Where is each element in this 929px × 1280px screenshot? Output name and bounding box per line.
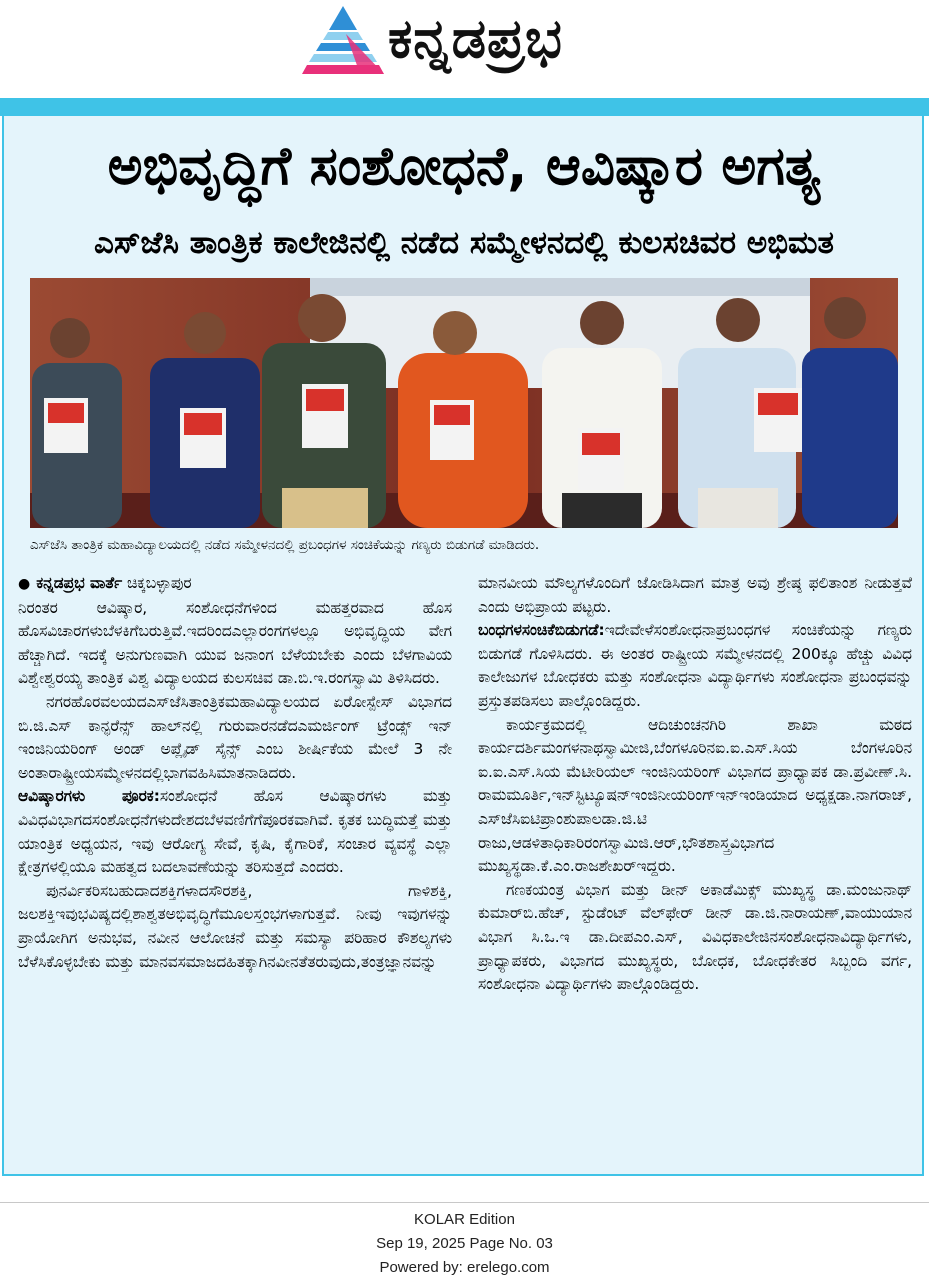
article-column-left [18,572,452,974]
paragraph-text: ಸಂಶೋಧನೆ ಹೊಸ ಆವಿಷ್ಕಾರಗಳು ಮತ್ತು ವಿವಿಧವಿಭಾಗದಸಂಶೋಧನೆಗಳುದೇಶದಬೆಳವಣಿಗೆಗೆಪೂರಕವಾಗಿವೆ. ಕೃತಕ ಬುದ್ಧಿಮತ್ತೆ ಮತ್ತು ಯಾಂತ್ರಿಕ ಅಧ್ಯಯನ, ಇವು ಆರೋಗ್ಯ ಸೇವೆ, ಕೃಷಿ, ಕೈಗಾರಿಕೆ, ಸಂಚಾರ ವ್ಯವಸ್ಥೆ ಎಲ್ಲಾ ಕ್ಷೇತ್ರಗಳಲ್ಲಿಯೂ ಮಹತ್ವದ ಬದಲಾವಣೆಯನ್ನು ತರಿಸುತ್ತದೆ ಎಂದರು. [18,787,452,877]
article-paragraph: ಗಣಕಯಂತ್ರ ವಿಭಾಗ ಮತ್ತು ಡೀನ್ ಅಕಾಡೆಮಿಕ್ಸ್ ಮುಖ್ಯಸ್ಥ ಡಾ.ಮಂಜುನಾಥ್ ಕುಮಾರ್‌ಬಿ.ಹೆಚ್, ಸ್ಟುಡೆಂಟ್ ವೆಲ್‌ಫೇರ್ ಡೀನ್ ಡಾ.ಜಿ.ನಾರಾಯಣ್,ವಾಯುಯಾನ ವಿಭಾಗ ಸಿ.ಒ.ಇ ಡಾ.ದೀಪಎಂ.ಎಸ್, ವಿವಿಧಕಾಲೇಜಿನಸಂಶೋಧನಾವಿದ್ಯಾರ್ಥಿಗಳು, ಪ್ರಾಧ್ಯಾಪಕರು, ವಿಭಾಗದ ಮುಖ್ಯಸ್ಥರು, ಬೋಧಕ, ಬೋಧಕೇತರ ಸಿಬ್ಬಂದಿ ವರ್ಗ, ಸಂಶೋಧನಾ ವಿದ್ಯಾರ್ಥಿಗಳು ಪಾಲ್ಗೊಂಡಿದ್ದರು. [478,880,912,994]
masthead-logo-text: ಕನ್ನಡಪ್ರಭ [388,7,563,70]
article-headline: ಅಭಿವೃದ್ಧಿಗೆ ಸಂಶೋಧನೆ, ಆವಿಷ್ಕಾರ ಅಗತ್ಯ [107,136,821,197]
event-photo [30,278,898,528]
article-paragraph: ನಿರಂತರ ಆವಿಷ್ಕಾರ, ಸಂಶೋಧನೆಗಳಿಂದ ಮಹತ್ತರವಾದ ಹೊಸ ಹೊಸವಿಚಾರಗಳುಬೆಳಕಿಗೆಬರುತ್ತಿವೆ.ಇದರಿಂದಎಲ್ಲಾರಂಗಗಳಲ್ಲೂ ಅಭಿವೃದ್ಧಿಯ ವೇಗ ಹೆಚ್ಚಾಗಿದೆ. ಇದಕ್ಕೆ ಅನುಗುಣವಾಗಿ ಯುವ ಜನಾಂಗ ಬೆಳೆಯಬೇಕು ಎಂದು ಬೆಳಗಾವಿಯ ವಿಶ್ವೇಶ್ವರಯ್ಯ ತಾಂತ್ರಿಕ ವಿಶ್ವ ವಿದ್ಯಾಲಯದ ಕುಲಸಚಿವ ಡಾ.ಬಿ.ಇ.ರಂಗಸ್ವಾಮಿ ತಿಳಿಸಿದರು. [18,598,452,688]
event-photo-image [30,278,898,528]
masthead-accent-bar [0,98,929,116]
byline [18,572,452,597]
article-paragraph: ಮಾನವೀಯ ಮೌಲ್ಯಗಳೊಂದಿಗೆ ಜೋಡಿಸಿದಾಗ ಮಾತ್ರ ಅವು ಶ್ರೇಷ್ಠ ಫಲಿತಾಂಶ ನೀಡುತ್ತವೆ ಎಂದು ಅಭಿಪ್ರಾಯ ಪಟ್ಟರು. [478,574,912,616]
article-paragraph-with-lead [18,785,452,879]
article-subheadline: ಎಸ್‌ಜೆಸಿ ತಾಂತ್ರಿಕ ಕಾಲೇಜಿನಲ್ಲಿ ನಡೆದ ಸಮ್ಮೇಳನದಲ್ಲಿ ಕುಲಸಚಿವರ ಅಭಿಮತ [94,225,834,261]
article-paragraph: ನಗರಹೊರವಲಯದಎಸ್‌ಜೆಸಿತಾಂತ್ರಿಕಮಹಾವಿದ್ಯಾಲಯದ ಏರೋಸ್ಪೇಸ್ ವಿಭಾಗದ ಬಿ.ಜಿ.ಎಸ್ ಕಾನ್ಫರೆನ್ಸ್ ಹಾಲ್‌ನಲ್ಲಿ ಗುರುವಾರನಡೆದಎಮರ್ಜಿಂಗ್ ಟ್ರೆಂಡ್ಸ್ ಇನ್ ಇಂಜಿನಿಯರಿಂಗ್ ಅಂಡ್ ಅಪ್ಲೈಡ್ ಸೈನ್ಸ್ ಎಂಬ ಶೀರ್ಷಿಕೆಯ ಮೇಲೆ 3 ನೇ ಅಂತಾರಾಷ್ಟ್ರೀಯಸಮ್ಮೇಳನದಲ್ಲಿಭಾಗವಹಿಸಿಮಾತನಾಡಿದರು. [18,692,452,782]
footer-divider [0,1202,929,1203]
subhead-lead: ಬಂಧಗಳಸಂಚಿಕೆಬಿಡುಗಡೆ: [478,621,605,640]
photo-caption: ಎಸ್‌ಜೆಸಿ ತಾಂತ್ರಿಕ ಮಹಾವಿದ್ಯಾಲಯದಲ್ಲಿ ನಡೆದ ಸಮ್ಮೇಳನದಲ್ಲಿ ಪ್ರಬಂಧಗಳ ಸಂಚಿಕೆಯನ್ನು ಗಣ್ಯರು ಬಿಡುಗಡೆ ಮಾಡಿದರು. [30,537,540,553]
byline-place: ಚಿಕ್ಕಬಳ್ಳಾಪುರ [126,574,192,592]
article-paragraph-with-lead [478,619,912,713]
paragraph-text: ಇದೇವೇಳೆಸಂಶೋಧನಾಪ್ರಬಂಧಗಳ ಸಂಚಿಕೆಯನ್ನು ಗಣ್ಯರು ಬಿಡುಗಡೆ ಗೊಳಿಸಿದರು. ಈ ಅಂತರ ರಾಷ್ಟ್ರೀಯ ಸಮ್ಮೇಳನದಲ್ಲಿ 200ಕ್ಕೂ ಹೆಚ್ಚು ವಿವಿಧ ಕಾಲೇಜುಗಳ ಬೋಧಕರು ಮತ್ತು ಸಂಶೋಧನಾ ವಿದ್ಯಾರ್ಥಿಗಳು ಸಂಶೋಧನಾ ಪ್ರಬಂಧವನ್ನು ಪ್ರಸ್ತುತಪಡಿಸಲು ಪಾಲ್ಗೊಂಡಿದ್ದರು. [478,621,912,710]
article-paragraph: ಕಾರ್ಯಕ್ರಮದಲ್ಲಿ ಆದಿಚುಂಚನಗಿರಿ ಶಾಖಾ ಮಠದ ಕಾರ್ಯದರ್ಶಿಮಂಗಳನಾಥಸ್ವಾಮೀಜಿ,ಬೆಂಗಳೂರಿನಐ.ಐ.ಎಸ್.ಸಿಯ ಬೆಂಗಳೂರಿನ ಐ.ಐ.ಎಸ್.ಸಿಯ ಮೆಟೀರಿಯಲ್ ಇಂಜಿನಿಯರಿಂಗ್ ವಿಭಾಗದ ಪ್ರಾಧ್ಯಾಪಕ ಡಾ.ಪ್ರವೀಣ್.ಸಿ. ರಾಮಮೂರ್ತಿ,ಇನ್‌ಸ್ಟಿಟ್ಯೂಷನ್‌ಇಂಜಿನೀಯರಿಂಗ್‌ಇನ್‌ಇಂಡಿಯಾದ ಅಧ್ಯಕ್ಷಡಾ.ನಾಗರಾಜ್, ಎಸ್‌ಜೆಸಿಐಟಿಪ್ರಾಂಶುಪಾಲಡಾ.ಜಿ.ಟಿ ರಾಜು,ಆಡಳಿತಾಧಿಕಾರಿರಂಗಸ್ವಾಮಿಜಿ.ಆರ್,ಭೌತಶಾಸ್ತ್ರವಿಭಾಗದ ಮುಖ್ಯಸ್ಥಡಾ.ಕೆ.ಎಂ.ರಾಜಶೇಖರ್‌ಇದ್ದರು. [478,715,912,876]
kannadaprabha-logo-icon [300,4,386,76]
article-panel [2,116,924,1176]
article-paragraph: ಪುನರ್ವಿಕರಿಸಬಹುದಾದಶಕ್ತಿಗಳಾದಸೌರಶಕ್ತಿ, ಗಾಳಿಶಕ್ತಿ, ಜಲಶಕ್ತಿಇವುಭವಿಷ್ಯದಲ್ಲಿಶಾಶ್ವತಅಭಿವೃದ್ಧಿಗೆಮೂಲಸ್ತಂಭಗಳಾಗುತ್ತವೆ. ನೀವು ಇವುಗಳನ್ನು ಪ್ರಾಯೋಗಿಗ ಅನುಭವ, ನವೀನ ಆಲೋಚನೆ ಮತ್ತು ಸಮಸ್ಯಾ ಪರಿಹಾರ ಕೌಶಲ್ಯಗಳು ಬೆಳೆಸಿಕೊಳ್ಳಬೇಕು ಮತ್ತು ಮಾನವಸಮಾಜದಹಿತಕ್ಕಾಗಿನವೀನತೆತರುವುದು,ತಂತ್ರಜ್ಞಾನವನ್ನು [18,881,452,971]
edition-label: KOLAR Edition [414,1211,515,1228]
footer [0,1208,929,1280]
bullet-icon: ● [18,576,31,592]
article-column-right [478,572,912,997]
byline-source: ಕನ್ನಡಪ್ರಭ ವಾರ್ತೆ [36,574,123,592]
subhead-lead: ಆವಿಷ್ಕಾರಗಳು ಪೂರಕ: [18,787,160,806]
masthead [0,0,929,96]
powered-by-label: Powered by: erelego.com [379,1259,550,1276]
date-page-label: Sep 19, 2025 Page No. 03 [376,1235,553,1252]
